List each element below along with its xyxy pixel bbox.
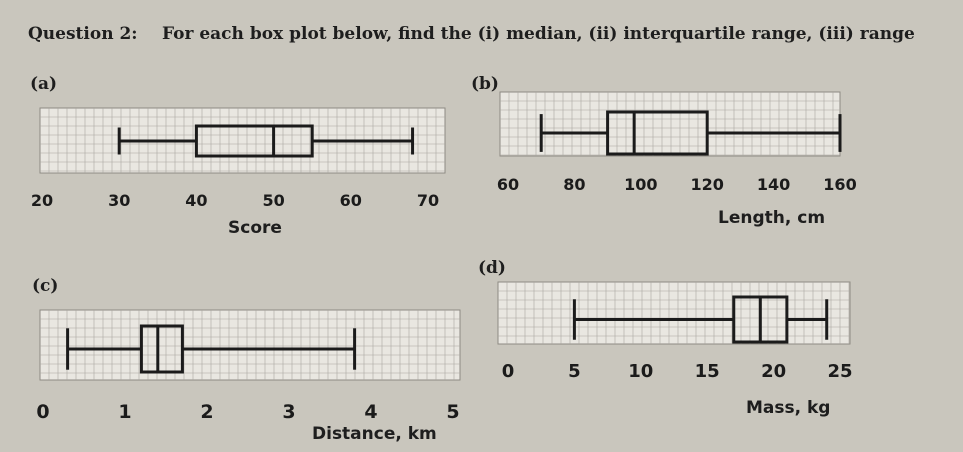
grid-background-b: [500, 92, 840, 156]
tick-label-d-3: 15: [694, 361, 720, 382]
axis-label-c: Distance, km: [312, 424, 437, 444]
box-plot-a: [30, 108, 460, 213]
tick-label-c-4: 4: [364, 401, 378, 423]
tick-label-a-3: 50: [262, 191, 285, 210]
axis-label-b: Length, cm: [718, 208, 826, 228]
question-number: Question 2:: [28, 24, 138, 44]
tick-label-d-1: 5: [568, 361, 581, 382]
tick-label-d-2: 10: [628, 361, 654, 382]
tick-label-b-4: 140: [756, 175, 791, 194]
axis-label-d: Mass, kg: [746, 398, 831, 418]
tick-label-a-2: 40: [185, 191, 208, 210]
part-label-c: (c): [32, 276, 59, 296]
tick-label-a-4: 60: [339, 191, 362, 210]
box-plot-b: [478, 92, 878, 197]
tick-label-d-0: 0: [501, 361, 515, 382]
tick-label-c-5: 5: [446, 401, 460, 423]
tick-label-c-3: 3: [282, 401, 296, 423]
tick-label-c-1: 1: [118, 401, 132, 423]
tick-label-d-4: 20: [761, 361, 787, 382]
tick-label-b-0: 60: [496, 175, 520, 194]
tick-label-c-2: 2: [200, 401, 214, 423]
question-instruction: For each box plot below, find the (i) median, (ii) interquartile range, (iii) range: [162, 24, 915, 44]
box-plot-c: [28, 300, 468, 430]
tick-label-a-1: 30: [108, 191, 131, 210]
tick-label-b-2: 100: [624, 175, 658, 194]
tick-label-d-5: 25: [827, 361, 853, 382]
tick-label-b-5: 160: [823, 175, 857, 194]
part-label-a: (a): [30, 74, 58, 94]
part-label-b: (b): [471, 74, 499, 94]
box-plot-d: [490, 282, 870, 382]
axis-label-a: Score: [228, 218, 282, 238]
tick-label-c-0: 0: [36, 401, 50, 423]
tick-label-a-5: 70: [416, 191, 440, 210]
tick-label-b-1: 80: [563, 175, 586, 194]
tick-label-b-3: 120: [690, 175, 724, 194]
tick-label-a-0: 20: [30, 191, 54, 210]
part-label-d: (d): [478, 258, 506, 278]
